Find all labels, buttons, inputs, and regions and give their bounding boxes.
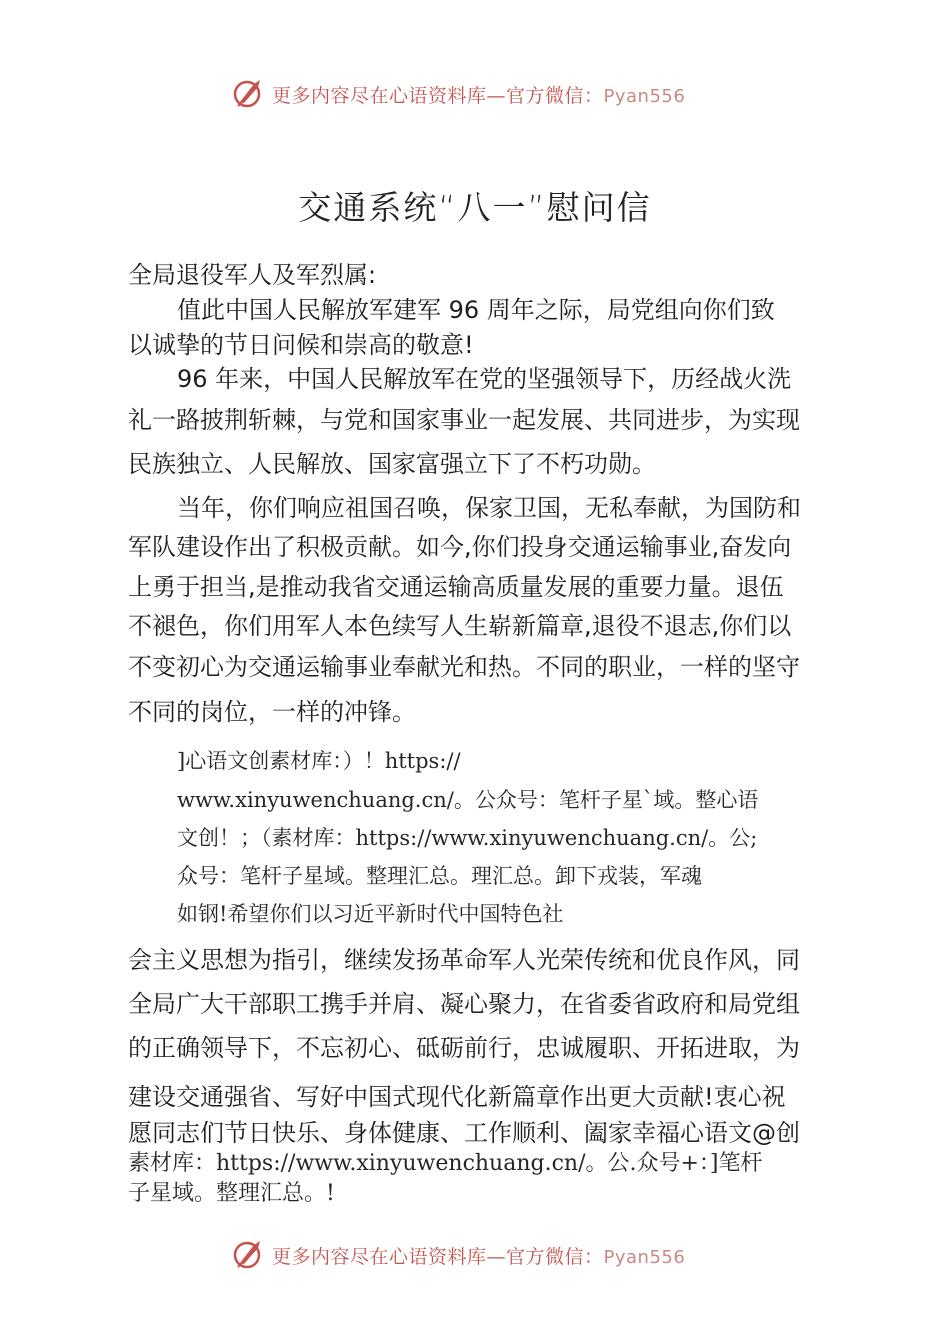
watermark-line: 如钢!希望你们以习近平新时代中国特色社 [177,902,564,926]
salutation: 全局退役军人及军烈属: [128,261,377,289]
body-line: 礼一路披荆斩棘，与党和国家事业一起发展、共同进步，为实现 [128,406,800,434]
feather-pen-logo-icon [232,76,266,110]
body-line: 当年，你们响应祖国召唤，保家卫国，无私奉献，为国防和 [177,494,801,522]
closing-line: 的正确领导下，不忘初心、砥砺前行，忠诚履职、开拓进取，为 [128,1034,800,1062]
body-line: 军队建设作出了积极贡献。如今,你们投身交通运输事业,奋发向 [128,533,792,561]
body-line: 96 年来，中国人民解放军在党的坚强领导下，历经战火洗 [177,365,792,393]
body-line: 不变初心为交通运输事业奉献光和热。不同的职业，一样的坚守 [128,653,800,681]
body-line: 值此中国人民解放军建军 96 周年之际，局党组向你们致 [177,296,775,324]
wechat-id: Pyan556 [603,1247,686,1268]
wechat-id: Pyan556 [603,86,686,107]
body-line: 以诚挚的节日问候和崇高的敬意! [128,331,474,359]
body-line: 民族独立、人民解放、国家富强立下了不朽功勋。 [128,450,656,478]
watermark-line: www.xinyuwenchuang.cn/。公众号：笔杆子星`域。整心语 [177,788,759,812]
closing-line: 全局广大干部职工携手并肩、凝心聚力，在省委省政府和局党组 [128,990,800,1018]
closing-line: 愿同志们节日快乐、身体健康、工作顺利、阖家幸福心语文@创 [128,1119,800,1147]
body-line: 不褪色，你们用军人本色续写人生崭新篇章,退役不退志,你们以 [128,612,792,640]
footer-banner [228,1234,728,1274]
closing-line: 素材库：https://www.xinyuwenchuang.cn/。公.众号+：]笔杆 [128,1151,763,1176]
body-line: 不同的岗位，一样的冲锋。 [128,698,416,726]
watermark-line: 众号：笔杆子星域。整理汇总。理汇总。卸下戎装，军魂 [177,864,702,888]
watermark-line: ]心语文创素材库：）！https:// [177,749,461,773]
closing-line: 会主义思想为指引，继续发扬革命军人光荣传统和优良作风，同 [128,946,800,974]
banner-text: 更多内容尽在心语资料库—官方微信：Pyan556 [272,85,686,107]
feather-pen-logo-icon [232,1237,266,1271]
banner-text: 更多内容尽在心语资料库—官方微信：Pyan556 [272,1246,686,1268]
header-banner [228,73,728,113]
watermark-line: 文创！；（素材库：https://www.xinyuwenchuang.cn/。公; [177,826,758,850]
closing-line: 建设交通强省、写好中国式现代化新篇章作出更大贡献!衷心祝 [128,1083,786,1111]
body-line: 上勇于担当,是推动我省交通运输高质量发展的重要力量。退伍 [128,573,784,601]
page-title: 交通系统“八一”慰问信 [298,188,652,227]
closing-line: 子星域。整理汇总。! [128,1181,335,1206]
